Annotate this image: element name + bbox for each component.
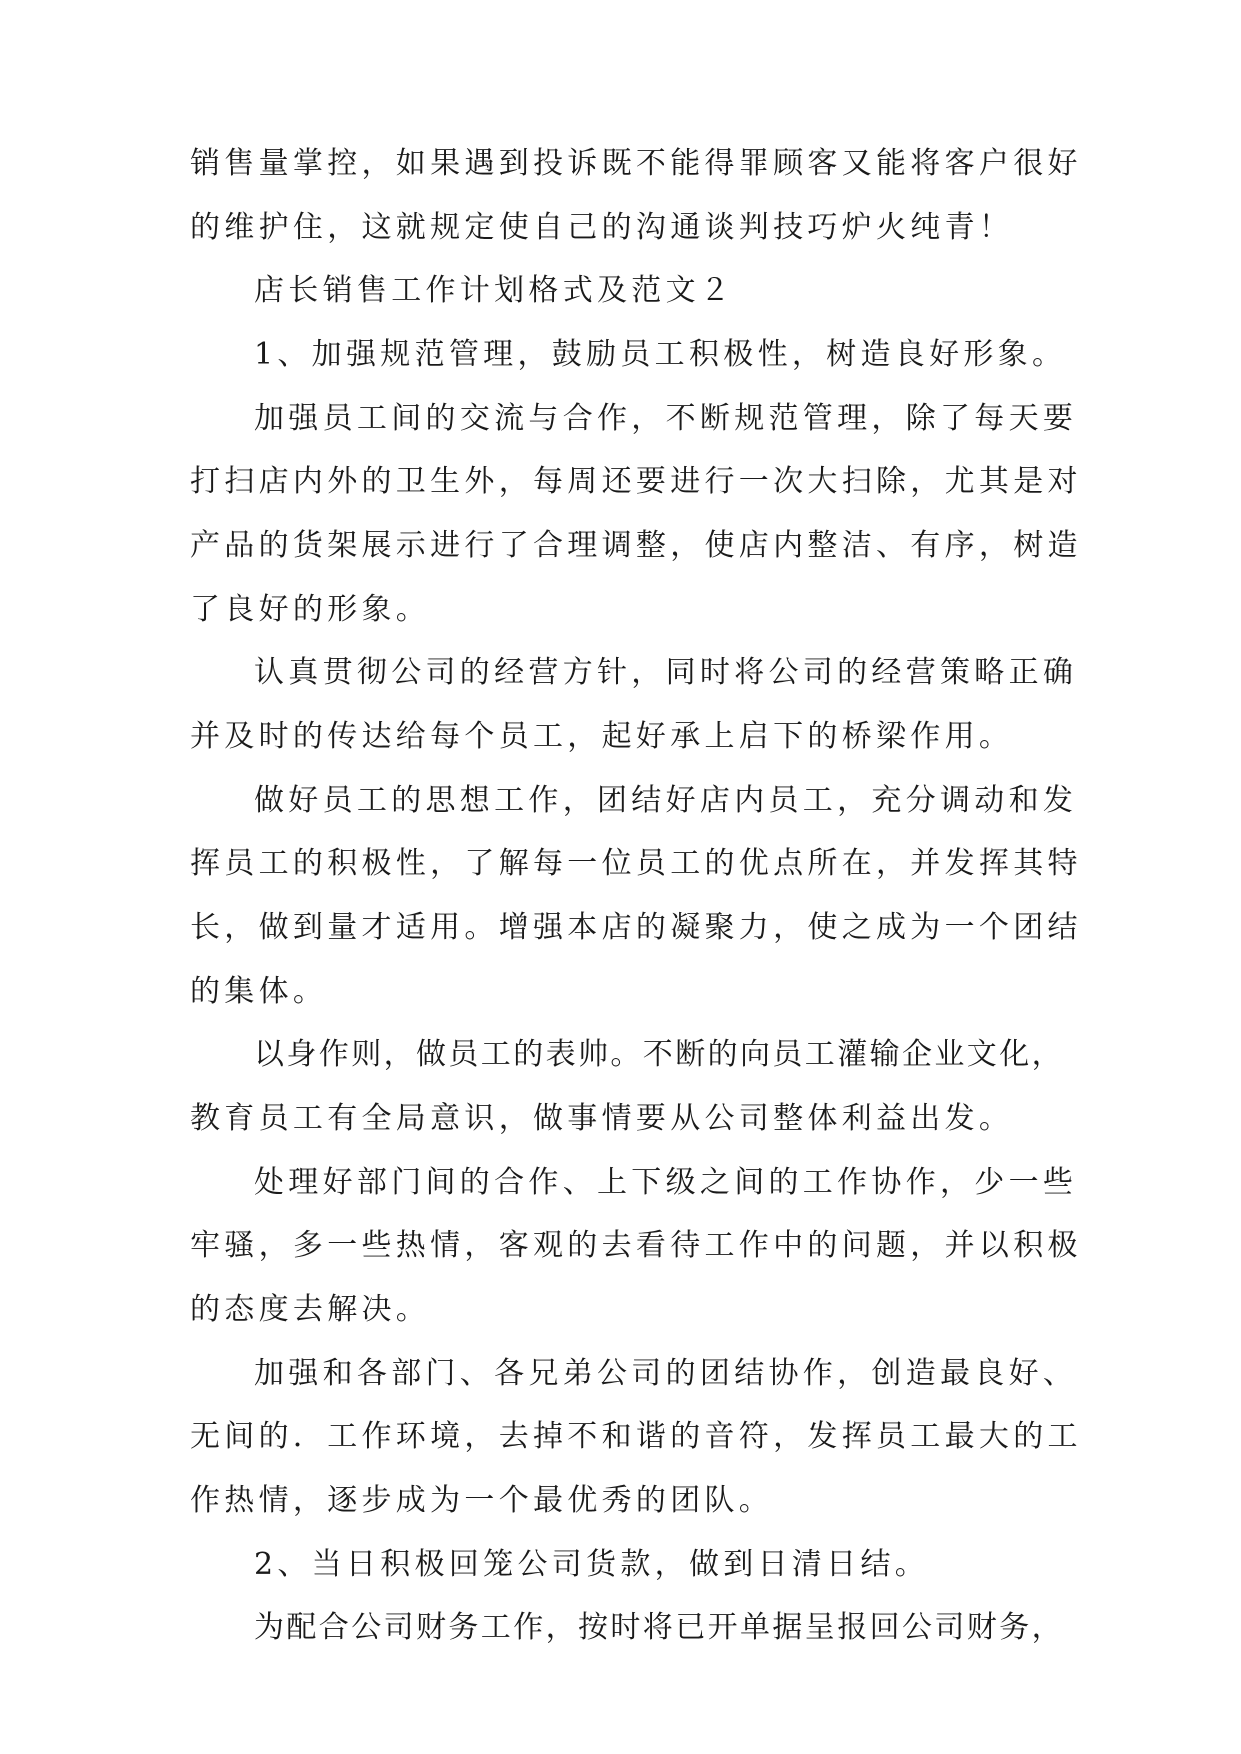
- text-line: 认真贯彻公司的经营方针，同时将公司的经营策略正确: [254, 655, 1078, 690]
- text-line: 作热情，逐步成为一个最优秀的团队。: [190, 1483, 774, 1518]
- text-line: 为配合公司财务工作，按时将已开单据呈报回公司财务，: [254, 1610, 1064, 1645]
- text-line: 无间的．工作环境，去掉不和谐的音符，发挥员工最大的工: [190, 1419, 1082, 1454]
- text-line: 加强和各部门、各兄弟公司的团结协作，创造最良好、: [254, 1356, 1078, 1391]
- text-line: 了良好的形象。: [190, 592, 431, 627]
- section-heading: 店长销售工作计划格式及范文２: [254, 273, 735, 308]
- text-line: 并及时的传达给每个员工，起好承上启下的桥梁作用。: [190, 719, 1014, 754]
- text-line: 长，做到量才适用。增强本店的凝聚力，使之成为一个团结: [190, 910, 1082, 945]
- text-line: 牢骚，多一些热情，客观的去看待工作中的问题，并以积极: [190, 1228, 1082, 1263]
- text-line: 的维护住，这就规定使自己的沟通谈判技巧炉火纯青！: [190, 210, 1014, 245]
- text-line: 产品的货架展示进行了合理调整，使店内整洁、有序，树造: [190, 528, 1082, 563]
- text-line: 教育员工有全局意识，做事情要从公司整体利益出发。: [190, 1101, 1014, 1136]
- text-line: 以身作则，做员工的表帅。不断的向员工灌输企业文化，: [254, 1037, 1064, 1072]
- text-line: 的集体。: [190, 974, 328, 1009]
- text-line: 处理好部门间的合作、上下级之间的工作协作，少一些: [254, 1165, 1078, 1200]
- text-line: 做好员工的思想工作，团结好店内员工，充分调动和发: [254, 783, 1078, 818]
- text-line: 加强员工间的交流与合作，不断规范管理，除了每天要: [254, 401, 1078, 436]
- numbered-heading: 1、加强规范管理，鼓励员工积极性，树造良好形象。: [254, 337, 1067, 372]
- text-line: 的态度去解决。: [190, 1292, 431, 1327]
- numbered-heading: 2、当日积极回笼公司货款，做到日清日结。: [254, 1547, 930, 1582]
- text-line: 打扫店内外的卫生外，每周还要进行一次大扫除，尤其是对: [190, 464, 1082, 499]
- text-line: 挥员工的积极性，了解每一位员工的优点所在，并发挥其特: [190, 846, 1082, 881]
- text-line: 销售量掌控，如果遇到投诉既不能得罪顾客又能将客户很好: [190, 146, 1082, 181]
